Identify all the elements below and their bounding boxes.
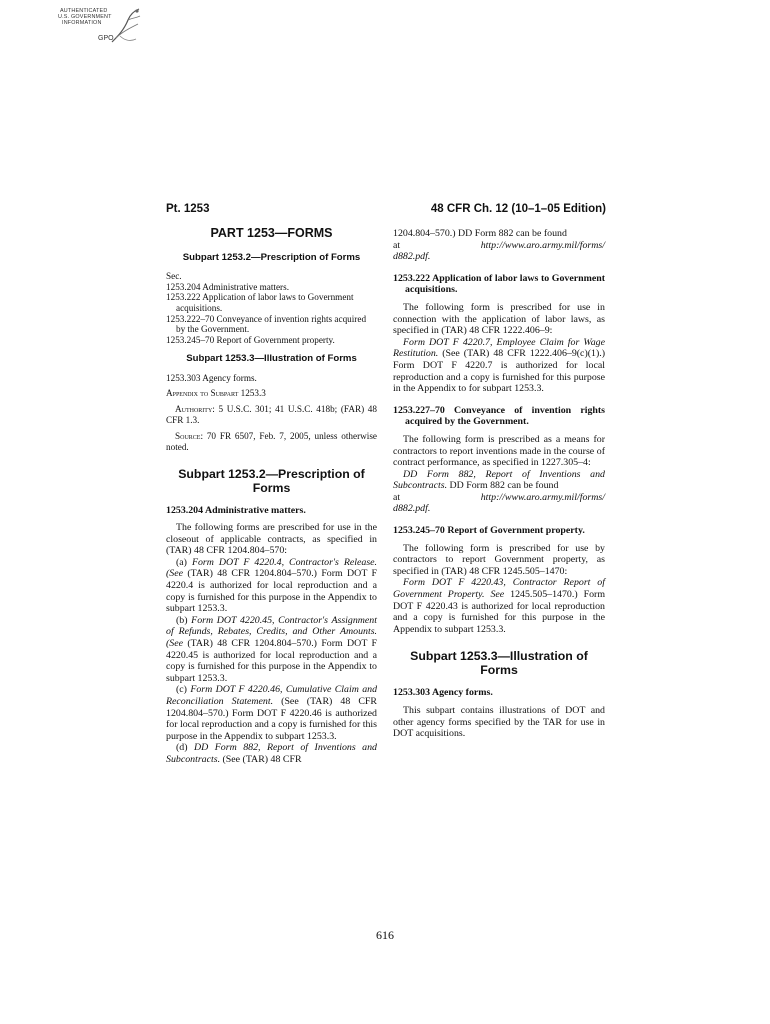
continuation-url-end: d882.pdf. [393,251,431,263]
section-1253-222-form-title: Form DOT F 4220.7, Employee Claim for Wage Restitution. [393,336,605,360]
source-note [166,431,377,452]
paragraph-b [166,615,377,685]
paragraph-c-label: (c) [176,684,187,696]
toc-item: 1253.204 Administrative matters. [166,281,289,292]
right-column [393,228,605,740]
eagle-seal-icon [108,6,142,46]
sec-label: Sec. [166,271,182,282]
toc-item: 1253.303 Agency forms. [166,372,257,383]
paragraph-c [166,684,377,742]
section-1253-222-intro: The following form is prescribed for use in connection with the application of labor laws, as specified in (TAR) 48 CFR 1222.406–9: [393,301,605,337]
section-1253-245-heading: 1253.245–70 Report of Government property. [393,525,585,537]
section-1253-227-form [393,469,605,492]
subpart-1-title: Subpart 1253.2—Prescription of Forms [178,466,365,495]
subpart-2-title: Subpart 1253.3—Illustration of Forms [410,649,588,678]
continuation-url-line [393,240,605,252]
source-text: 70 FR 6507, Feb. 7, 2005, unless otherwise noted. [166,431,377,452]
section-1253-245-intro: The following form is prescribed for use by contractors to report Government property, as specified in (TAR) 48 CFR 1245.505–1470: [393,542,605,577]
paragraph-b-label: (b) [176,614,188,626]
authority-note [166,404,377,425]
seal-line-3: INFORMATION [62,20,102,26]
toc-item: 1253.222 Application of labor laws to Government acquisitions. [166,292,354,313]
paragraph-a-label: (a) [176,556,187,568]
section-1253-227-form-title: DD Form 882, Report of Inventions and Subcontracts. [393,468,605,492]
continuation-at: at [393,239,401,251]
running-head [166,203,606,219]
section-1253-222-form-text: (See (TAR) 48 CFR 1222.406–9(c)(1).) Form DOT F 4220.7 is authorized for local reproduction and a copy is furnished for this purpose in the Appendix to for subpart 1253.3. [393,348,605,395]
section-1253-204-intro: The following forms are prescribed for use in the closeout of applicable contracts, as specified in (TAR) 48 CFR 1204.804–570: [166,522,377,557]
continuation-text: 1204.804–570.) DD Form 882 can be found [393,228,567,239]
toc-item: 1253.222–70 Conveyance of invention rights acquired by the Government. [166,313,367,335]
section-1253-227-heading: 1253.227–70 Conveyance of invention rights acquired by the Government. [393,404,605,428]
seal-line-1: AUTHENTICATED [60,8,108,14]
header-cfr-edition: 48 CFR Ch. 12 (10–1–05 Edition) [430,203,606,215]
paragraph-d-form: DD Form 882, Report of Inventions and Subcontracts. [166,742,377,765]
seal-mark: GPO [98,35,114,42]
subpart-2-toc-title: Subpart 1253.3—Illustration of Forms [186,353,357,365]
paragraph-c-text: (See (TAR) 48 CFR 1204.804–570.) Form DOT F 4220.46 is authorized for local reproduction and a copy is furnished for this purpose in the Appendix to subpart 1253.3. [166,696,378,742]
part-title: PART 1253—FORMS [210,226,333,240]
section-1253-245-see: See [490,589,505,601]
section-1253-227-url-line [393,492,605,504]
table-of-contents-1 [166,271,377,345]
section-1253-245-form-title: Form DOT F 4220.43, Contractor Report of Government Property. [393,577,605,601]
appendix-entry: Appendix to Subpart 1253.3 [166,387,266,398]
authority-text: 5 U.S.C. 301; 41 U.S.C. 418b; (FAR) 48 CFR 1.3. [166,404,377,425]
source-label: Source: [175,431,203,442]
header-part-label: Pt. 1253 [166,203,210,215]
section-1253-222-form [393,337,605,395]
section-1253-227-at: at [393,491,401,503]
section-1253-303-heading: 1253.303 Agency forms. [393,687,493,699]
paragraph-a-see: (See [166,568,183,580]
left-column [166,228,377,766]
authority-label: Authority: [175,404,215,415]
subpart-1-toc-title: Subpart 1253.2—Prescription of Forms [182,251,361,263]
paragraph-d-label: (d) [176,742,188,754]
section-1253-227-url-end: d882.pdf. [393,503,431,515]
continuation-url: http://www.aro.army.mil/forms/ [480,239,605,251]
gpo-authentication-seal [58,6,142,46]
section-1253-245-form [393,577,605,635]
paragraph-a [166,557,377,615]
toc-item: 1253.245–70 Report of Government property. [166,334,335,345]
section-1253-227-intro: The following form is prescribed as a means for contractors to report inventions made in the course of contract performance, as specified in 1227.305–4: [393,433,605,469]
seal-line-2: U.S. GOVERNMENT [58,14,112,20]
table-of-contents-2 [166,373,377,398]
section-1253-222-heading: 1253.222 Application of labor laws to Government acquisitions. [393,272,605,296]
paragraph-b-form: Form DOT 4220.45, Contractor's Assignment of Refunds, Rebates, Credits, and Other Amounts. [166,614,377,638]
paragraph-b-see: (See [166,638,183,650]
paragraph-c-form: Form DOT F 4220.46, Cumulative Claim and Reconciliation Statement. [166,684,378,707]
paragraph-a-form: Form DOT F 4220.4, Contractor's Release. [191,556,378,568]
paragraph-d [166,742,377,765]
section-1253-204-heading: 1253.204 Administrative matters. [166,504,306,516]
paragraph-d-text: (See (TAR) 48 CFR [222,753,302,765]
paragraph-a-text: (TAR) 48 CFR 1204.804–570.) Form DOT F 4220.4 is authorized for local reproduction and a copy is furnished for this purpose in the Appendix to subpart 1253.3. [166,568,378,615]
page-number: 616 [376,928,394,942]
section-1253-303-text: This subpart contains illustrations of DOT and other agency forms specified by the TAR for use in DOT acquisitions. [393,705,605,740]
section-1253-227-form-text: DD Form 882 can be found [449,480,559,492]
paragraph-b-text: (TAR) 48 CFR 1204.804–570.) Form DOT F 4220.45 is authorized for local reproduction and a copy is furnished for this purpose in the Appendix to subpart 1253.3. [166,638,378,684]
section-1253-227-url: http://www.aro.army.mil/forms/ [480,491,605,503]
section-1253-245-form-text: 1245.505–1470.) Form DOT F 4220.43 is authorized for local reproduction and a copy is furnished for this purpose in the Appendix to subpart 1253.3. [393,589,605,635]
